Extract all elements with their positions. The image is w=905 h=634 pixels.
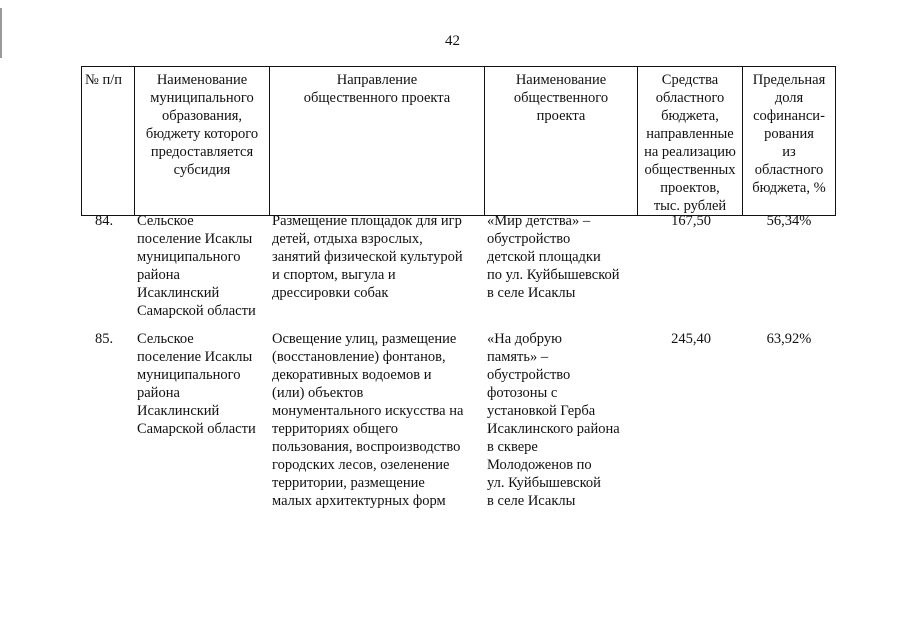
header-funds: Средства областного бюджета, направленные на реализацию общественных проектов, тыс. рублей bbox=[638, 67, 743, 216]
row-direction: Размещение площадок для игр детей, отдыха взрослых, занятий физической культурой и спортом, выгула и дрессировки собак bbox=[272, 213, 463, 301]
header-row bbox=[82, 67, 836, 216]
row-share: 56,34% bbox=[766, 213, 812, 229]
row-funds: 245,40 bbox=[671, 331, 711, 347]
table-row bbox=[81, 212, 835, 330]
table-body bbox=[81, 212, 835, 630]
table-header bbox=[81, 66, 836, 216]
row-direction: Освещение улиц, размещение (восстановление) фонтанов, декоративных водоемов и (или) объектов монументального искусства на территориях общего пользования, воспроизводство городских лесов, озеленение территории, размещение малых архитектурных форм bbox=[272, 331, 464, 509]
row-project-name: «Мир детства» – обустройство детской площадки по ул. Куйбышевской в селе Исаклы bbox=[487, 213, 620, 301]
row-number: 84. bbox=[95, 213, 114, 229]
table-row bbox=[81, 330, 835, 630]
row-municipality: Сельское поселение Исаклы муниципального района Исаклинский Самарской области bbox=[137, 331, 256, 437]
row-funds: 167,50 bbox=[671, 213, 711, 229]
header-project-name: Наименование общественного проекта bbox=[485, 67, 638, 216]
header-direction: Направление общественного проекта bbox=[270, 67, 485, 216]
page-number: 42 bbox=[445, 33, 460, 49]
header-share: Предельная доля софинанси- рования из областного бюджета, % bbox=[743, 67, 836, 216]
header-number: № п/п bbox=[82, 67, 135, 216]
row-number: 85. bbox=[95, 331, 114, 347]
row-share: 63,92% bbox=[766, 331, 812, 347]
row-municipality: Сельское поселение Исаклы муниципального района Исаклинский Самарской области bbox=[137, 213, 256, 319]
header-municipality: Наименование муниципального образования, бюджету которого предоставляется субсидия bbox=[135, 67, 270, 216]
row-project-name: «На добрую память» – обустройство фотозоны с установкой Герба Исаклинского района в сквере Молодоженов по ул. Куйбышевской в селе Исаклы bbox=[487, 331, 620, 509]
